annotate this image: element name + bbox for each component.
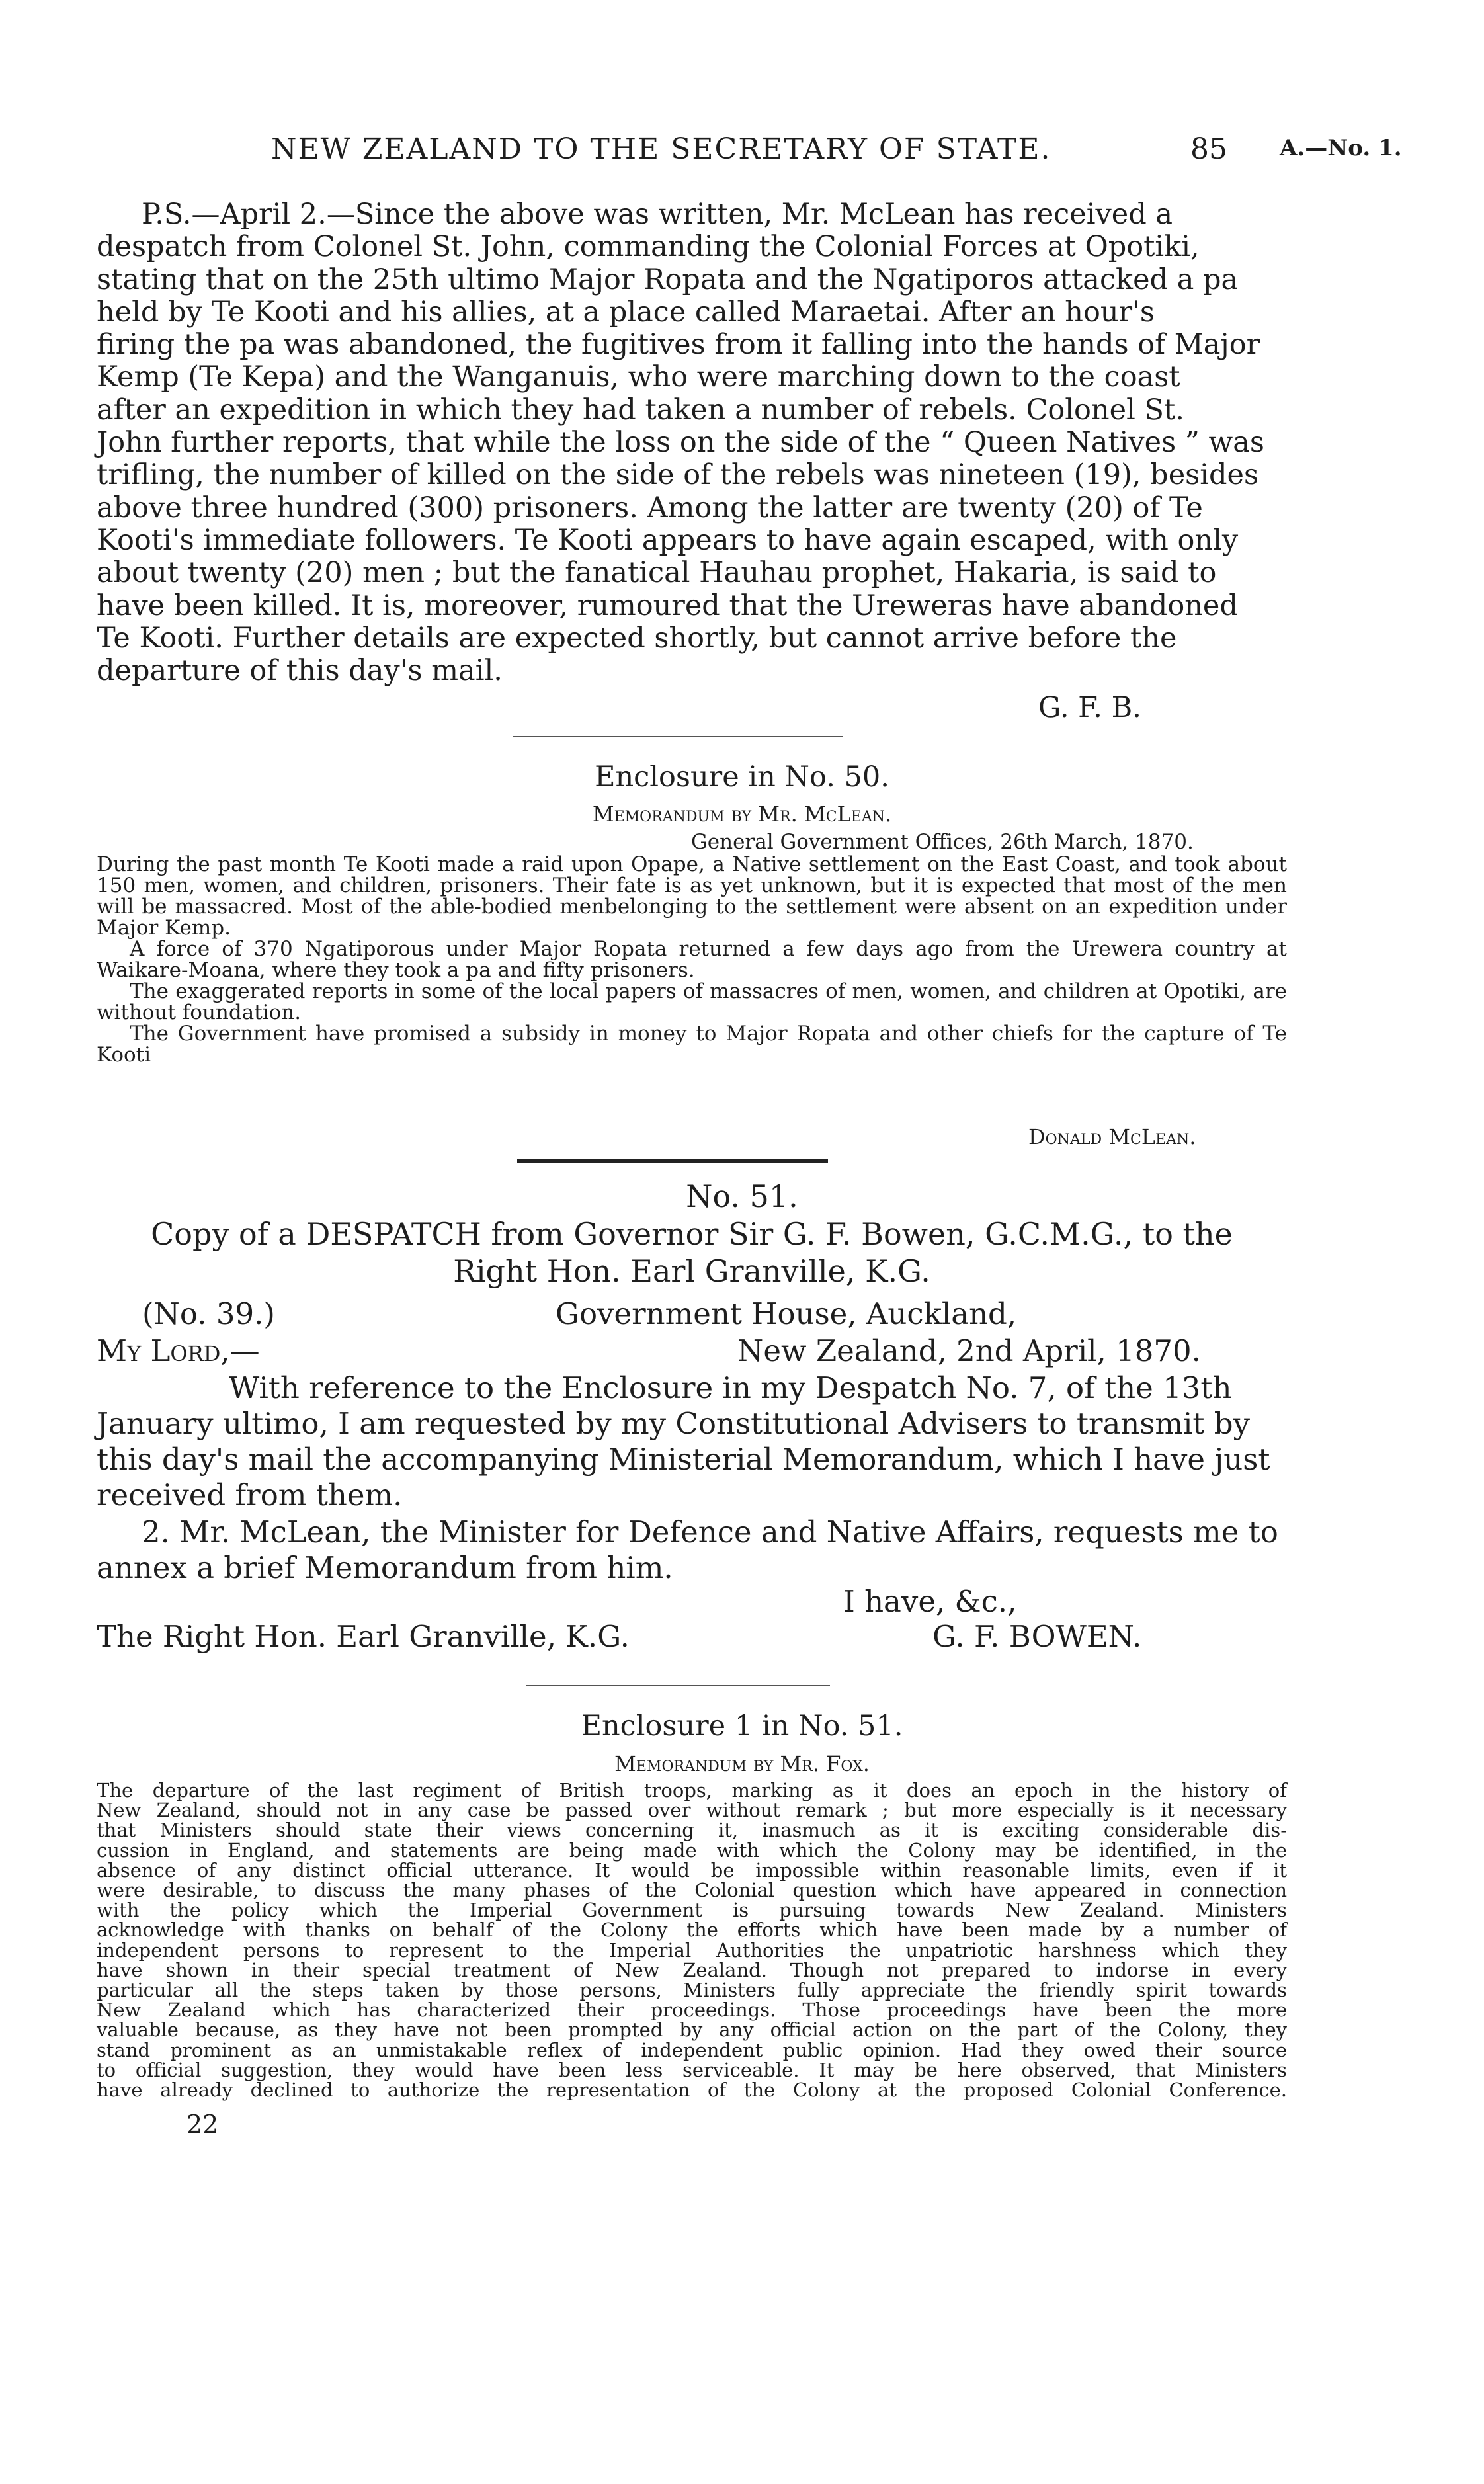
despatch-closing: I have, &c., <box>843 1584 1017 1619</box>
postscript-line: after an expedition in which they had taken a number of rebels. Colonel St. <box>97 393 1184 427</box>
memorandum-body <box>97 1780 1287 2100</box>
memorandum-paragraph: A force of 370 Ngatiporous under Major Ropata returned a few days ago from the Urewera country at Waikare-Moana, where they took a pa and fifty prisoners. <box>97 937 1287 982</box>
despatch-line: this day's mail the accompanying Ministerial Memorandum, which I have just <box>97 1442 1270 1477</box>
postscript-line: have been killed. It is, moreover, rumoured that the Ureweras have abandoned <box>97 589 1238 622</box>
memorandum-line: independent persons to represent to the Imperial Authorities the unpatriotic harshness which they <box>97 1938 1287 1962</box>
memorandum-line: have shown in their special treatment of New Zealand. Though not prepared to indorse in every <box>97 1958 1287 1981</box>
enclosure-heading: Enclosure 1 in No. 51. <box>581 1710 903 1743</box>
memorandum-line: stand prominent as an unmistakable reflex of independent public opinion. Had they owed their source <box>97 2038 1287 2061</box>
memorandum-line: The departure of the last regiment of British troops, marking as it does an epoch in the history of <box>97 1779 1287 1801</box>
memorandum-title: Memorandum by Mr. Fox. <box>614 1751 870 1776</box>
despatch-title-line: Copy of a DESPATCH from Governor Sir G. F. Bowen, G.C.M.G., to the <box>151 1216 1233 1252</box>
memorandum-line: have already declined to authorize the representation of the Colony at the proposed Colonial Conference. <box>97 2079 1287 2102</box>
postscript-line: firing the pa was abandoned, the fugitives from it falling into the hands of Major <box>97 328 1260 362</box>
page-number: 85 <box>1190 132 1227 166</box>
paper-reference: A.—No. 1. <box>1280 135 1402 161</box>
despatch-paragraph-1 <box>97 1370 1287 1513</box>
memorandum-dateline: General Government Offices, 26th March, 1870. <box>691 830 1194 854</box>
memorandum-line: New Zealand which has characterized their proceedings. Those proceedings have been the more <box>97 1999 1287 2022</box>
postscript-line: despatch from Colonel St. John, commanding the Colonial Forces at Opotiki, <box>97 230 1200 264</box>
postscript-line: departure of this day's mail. <box>97 654 503 688</box>
memorandum-line: cussion in England, and statements are being made with which the Colony may be identified, in the <box>97 1839 1287 1862</box>
despatch-line: With reference to the Enclosure in my Despatch No. 7, of the 13th <box>229 1370 1232 1405</box>
memorandum-paragraph: During the past month Te Kooti made a raid upon Opape, a Native settlement on the East Coast, and took about 150 men, women, and children, prisoners. Their fate is as yet unknown, but it is expected that most of the men will be massacred. Most of the able-bodied menbelonging to the settlement were absent on an expedition under Major Kemp. <box>97 852 1287 940</box>
memorandum-line: to official suggestion, they would have been less serviceable. It may be here observed, that Ministers <box>97 2058 1287 2081</box>
memorandum-title: Memorandum by Mr. McLean. <box>592 802 892 827</box>
memorandum-line: were desirable, to discuss the many phases of the Colonial question which have appeared in connection <box>97 1879 1287 1902</box>
postscript-line: held by Te Kooti and his allies, at a place called Maraetai. After an hour's <box>97 295 1155 329</box>
salutation: My Lord,— <box>97 1333 260 1368</box>
postscript <box>97 198 1287 687</box>
despatch-title-line: Right Hon. Earl Granville, K.G. <box>453 1253 930 1289</box>
memorandum-line: absence of any distinct official utterance. It would be impossible within reasonable limits, even if it <box>97 1858 1287 1882</box>
despatch-addressee: The Right Hon. Earl Granville, K.G. <box>97 1619 630 1654</box>
divider <box>526 1685 830 1686</box>
despatch-signature: G. F. BOWEN. <box>932 1619 1142 1654</box>
postscript-line: trifling, the number of killed on the side of the rebels was nineteen (19), besides <box>97 458 1259 492</box>
postscript-line: P.S.—April 2.—Since the above was written, Mr. McLean has received a <box>142 198 1173 231</box>
despatch-line: received from them. <box>97 1477 403 1512</box>
despatch-line: 2. Mr. McLean, the Minister for Defence and Native Affairs, requests me to <box>142 1514 1278 1550</box>
memorandum-paragraph: The Government have promised a subsidy in money to Major Ropata and other chiefs for the capture of Te Kooti <box>97 1022 1287 1067</box>
section-divider <box>517 1159 828 1163</box>
postscript-line: Kemp (Te Kepa) and the Wanganuis, who were marching down to the coast <box>97 360 1180 394</box>
despatch-date: New Zealand, 2nd April, 1870. <box>737 1333 1201 1368</box>
postscript-line: about twenty (20) men ; but the fanatical Hauhau prophet, Hakaria, is said to <box>97 556 1217 590</box>
memorandum-line: valuable because, as they have not been prompted by any official action on the part of the Colony, they <box>97 2018 1287 2042</box>
postscript-line: Te Kooti. Further details are expected shortly, but cannot arrive before the <box>97 621 1177 655</box>
enclosure-heading: Enclosure in No. 50. <box>595 761 889 794</box>
postscript-signature: G. F. B. <box>1038 691 1141 724</box>
despatch-line: annex a brief Memorandum from him. <box>97 1550 673 1585</box>
postscript-line: above three hundred (300) prisoners. Among the latter are twenty (20) of Te <box>97 491 1203 524</box>
memorandum-signature: Donald McLean. <box>1028 1124 1196 1149</box>
postscript-line: stating that on the 25th ultimo Major Ropata and the Ngatiporos attacked a pa <box>97 263 1239 296</box>
despatch-title <box>97 1216 1287 1290</box>
signature-mark: 22 <box>186 2110 219 2139</box>
despatch-number: No. 51. <box>686 1179 798 1214</box>
postscript-line: Kooti's immediate followers. Te Kooti appears to have again escaped, with only <box>97 523 1239 557</box>
memorandum-line: New Zealand, should not in any case be passed over without remark ; but more especially is it necessary <box>97 1799 1287 1822</box>
despatch-ref: (No. 39.) <box>142 1296 275 1331</box>
memorandum-line: particular all the steps taken by those persons, Ministers fully appreciate the friendly spirit towards <box>97 1979 1287 2002</box>
despatch-address: Government House, Auckland, <box>556 1296 1017 1331</box>
divider <box>513 736 843 737</box>
despatch-paragraph-2 <box>97 1514 1287 1586</box>
memorandum-line: with the policy which the Imperial Government is pursuing towards New Zealand. Ministers <box>97 1899 1287 1922</box>
memorandum-paragraph: The exaggerated reports in some of the local papers of massacres of men, women, and children at Opotiki, are without foundation. <box>97 979 1287 1024</box>
memorandum-line: acknowledge with thanks on behalf of the Colony the efforts which have been made by a number of <box>97 1919 1287 1942</box>
running-title: NEW ZEALAND TO THE SECRETARY OF STATE. <box>271 132 1051 166</box>
postscript-line: John further reports, that while the loss on the side of the “ Queen Natives ” was <box>97 426 1265 460</box>
memorandum-line: that Ministers should state their views concerning it, inasmuch as it is exciting considerable dis- <box>97 1819 1287 1842</box>
despatch-line: January ultimo, I am requested by my Constitutional Advisers to transmit by <box>97 1406 1251 1441</box>
page-header <box>0 132 1484 172</box>
memorandum-body <box>97 854 1287 1065</box>
